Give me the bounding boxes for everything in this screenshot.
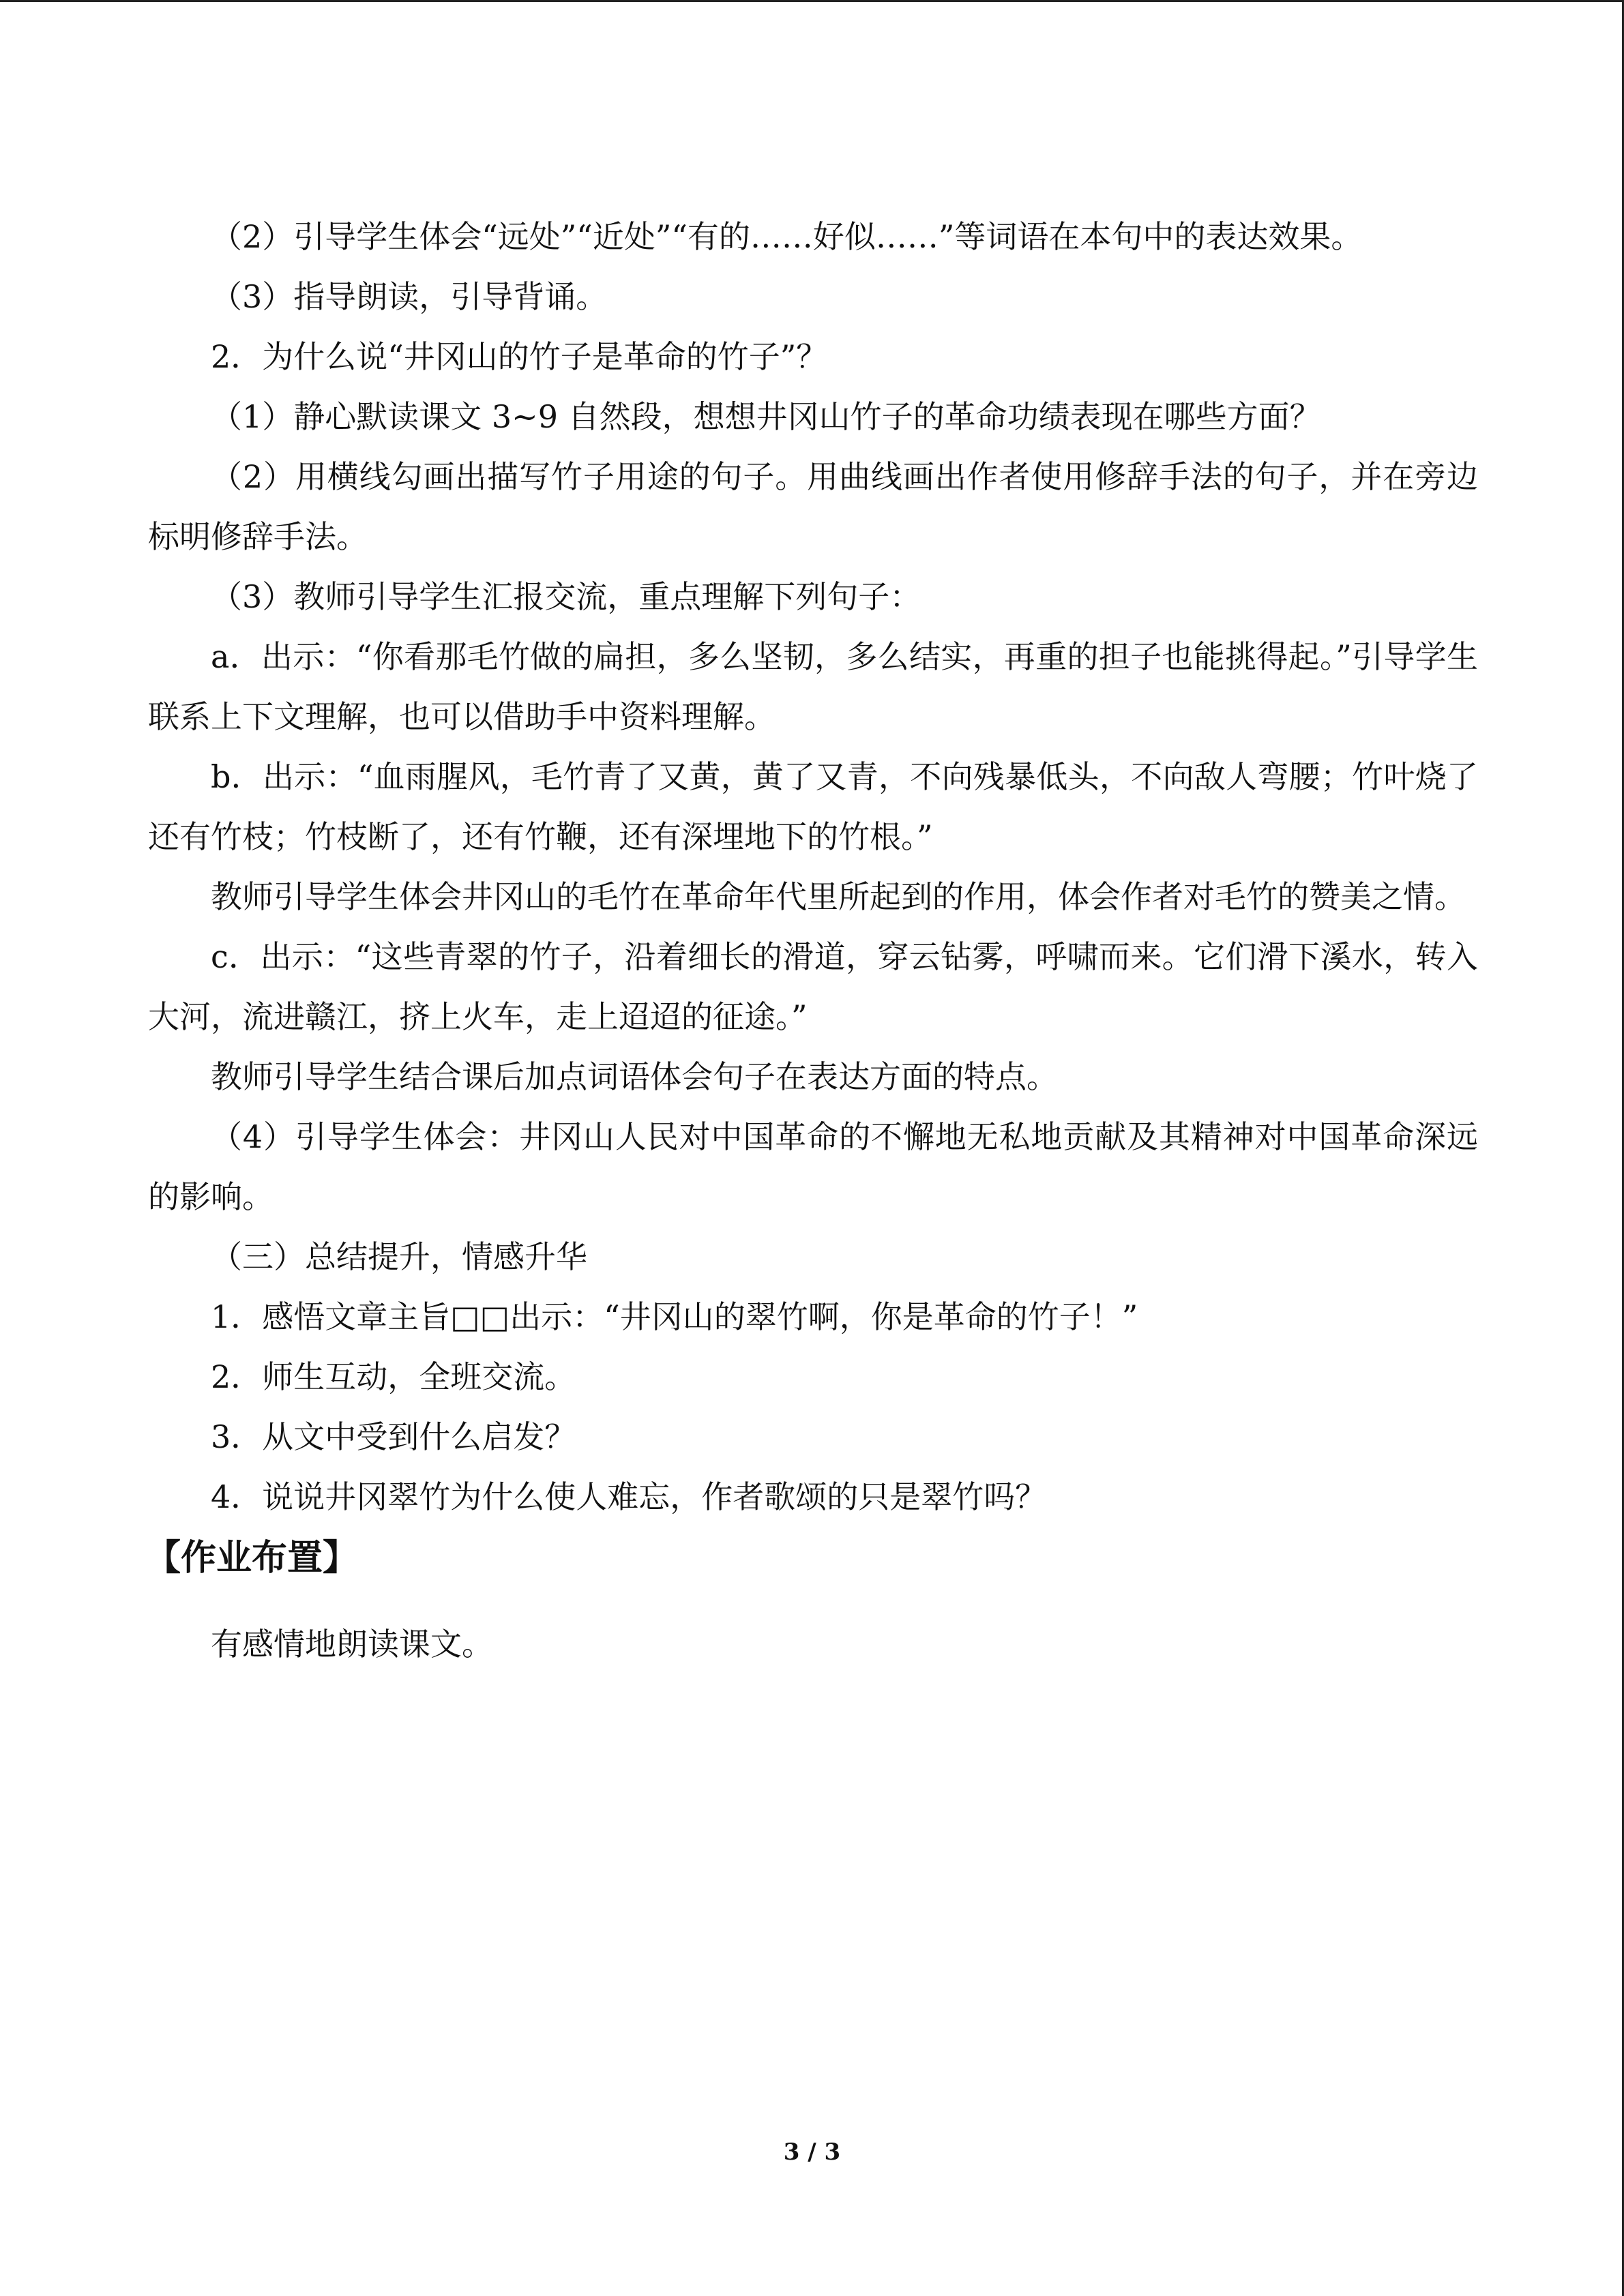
sentence-b-quote: b．出示：“血雨腥风，毛竹青了又黄，黄了又青，不向残暴低头，不向敌人弯腰；竹叶烧了还有竹枝；竹枝断了，还有竹鞭，还有深埋地下的竹根。” [148,758,1478,855]
sentence-c-quote: c．出示：“这些青翠的竹子，沿着细长的滑道，穿云钻雾，呼啸而来。它们滑下溪水，转入大河，流进赣江，挤上火车，走上迢迢的征途。” [148,938,1478,1035]
summary-item-1: 1．感悟文章主旨□□出示：“井冈山的翠竹啊，你是革命的竹子！” [211,1298,1138,1335]
summary-item-2: 2．师生互动，全班交流。 [211,1358,576,1395]
paragraph-2-underline-sentences: （2）用横线勾画出描写竹子用途的句子。用曲线画出作者使用修辞手法的句子，并在旁边标明修辞手法。 [148,458,1478,555]
paragraph-1-silent-reading: （1）静心默读课文 3~9 自然段，想想井冈山竹子的革命功绩表现在哪些方面？ [211,398,1321,435]
teacher-note-bamboo-role: 教师引导学生体会井冈山的毛竹在革命年代里所起到的作用，体会作者对毛竹的赞美之情。 [211,878,1466,915]
teacher-note-dotted-words: 教师引导学生结合课后加点词语体会句子在表达方面的特点。 [211,1058,1058,1095]
summary-item-3: 3．从文中受到什么启发？ [211,1418,576,1455]
paragraph-2-expression-effect: （2）引导学生体会“远处”“近处”“有的……好似……”等词语在本句中的表达效果。 [211,218,1363,255]
section-3-summary-heading: （三）总结提升，情感升华 [211,1238,587,1275]
homework-heading: 【作业布置】 [145,1538,359,1579]
paragraph-4-revolution-influence: （4）引导学生体会：井冈山人民对中国革命的不懈地无私地贡献及其精神对中国革命深远的影响。 [148,1118,1478,1215]
summary-item-4: 4．说说井冈翠竹为什么使人难忘，作者歌颂的只是翠竹吗？ [211,1478,1047,1515]
sentence-a-quote: a．出示：“你看那毛竹做的扁担，多么坚韧，多么结实，再重的担子也能挑得起。”引导学生联系上下文理解，也可以借助手中资料理解。 [148,638,1478,735]
page-number: 3 / 3 [783,2138,841,2166]
paragraph-3-teacher-guidance: （3）教师引导学生汇报交流，重点理解下列句子： [211,578,921,615]
question-2-heading: 2．为什么说“井冈山的竹子是革命的竹子”？ [211,338,828,375]
paragraph-3-reading-guidance: （3）指导朗读，引导背诵。 [211,278,608,315]
homework-text: 有感情地朗读课文。 [211,1626,493,1663]
document-body [145,207,1478,1674]
